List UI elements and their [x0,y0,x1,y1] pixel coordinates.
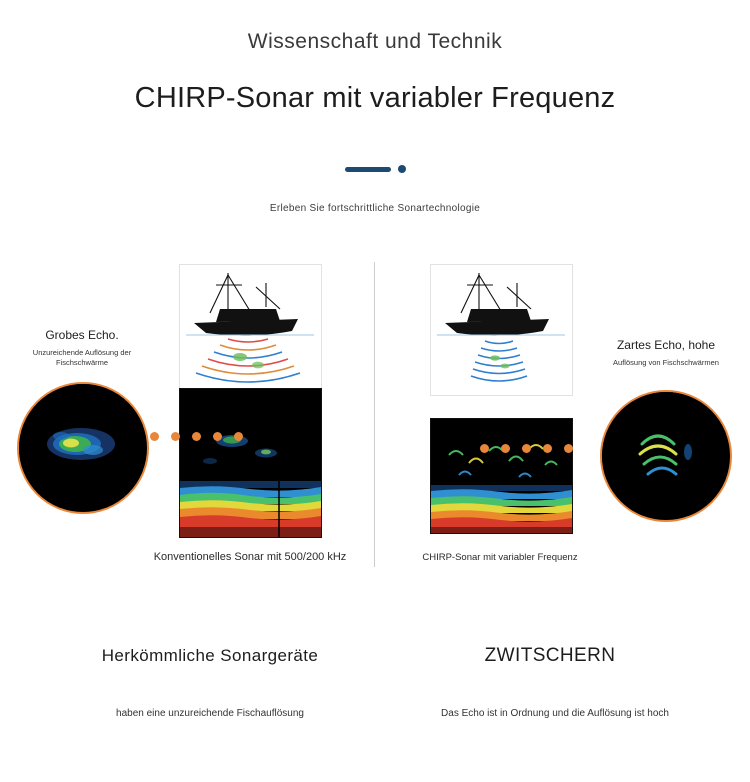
caption-chirp: CHIRP-Sonar mit variabler Frequenz [422,552,578,563]
chirp-sonar-boat-illustration [430,264,573,396]
dot [192,432,201,441]
magnifier-sub-right: Auflösung von Fischschwärmen [613,358,719,367]
dot [543,444,552,453]
magnifier-chirp [600,390,732,522]
footer-text-right: Das Echo ist in Ordnung und die Auflösung ist hoch [441,708,669,719]
chirp-sonar-reading [430,418,573,534]
footer-title-left: Herkömmliche Sonargeräte [101,646,319,665]
sonar-chart-right-icon [431,419,572,533]
boat-waves-icon [180,265,319,393]
connector-dots-left [150,432,243,441]
page-title: CHIRP-Sonar mit variabler Frequenz [134,82,616,114]
dot [501,444,510,453]
conventional-sonar-boat-illustration [179,264,322,396]
magnifier-label-left [8,328,156,368]
dot [150,432,159,441]
magnifier-conventional [17,382,149,514]
subtitle-text: Erleben Sie fortschrittliche Sonartechnologie [269,203,481,214]
magnified-echo-arches-icon [602,392,726,516]
decorative-divider [0,163,750,175]
magnifier-label-right [596,338,736,368]
boat-beam-icon [431,265,570,393]
footer-title-right: ZWITSCHERN [484,645,616,666]
divider-bar [345,167,391,172]
magnifier-title-right: Zartes Echo, hohe [616,338,716,352]
dot [480,444,489,453]
magnified-echo-blob-icon [19,384,143,508]
dot [564,444,573,453]
connector-dots-right [480,444,573,453]
dot [522,444,531,453]
magnifier-sub-left: Unzureichende Auflösung der Fischschwärme [32,348,132,368]
dot [213,432,222,441]
column-divider [374,262,375,567]
eyebrow-text: Wissenschaft und Technik [247,30,503,53]
sonar-chart-left-icon [180,389,321,537]
magnifier-title-left: Grobes Echo. [45,328,119,342]
dot [171,432,180,441]
divider-dot [398,165,406,173]
caption-conventional: Konventionelles Sonar mit 500/200 kHz [153,551,347,563]
dot [234,432,243,441]
footer-text-left: haben eine unzureichende Fischauflösung [116,708,304,719]
conventional-sonar-reading [179,388,322,538]
